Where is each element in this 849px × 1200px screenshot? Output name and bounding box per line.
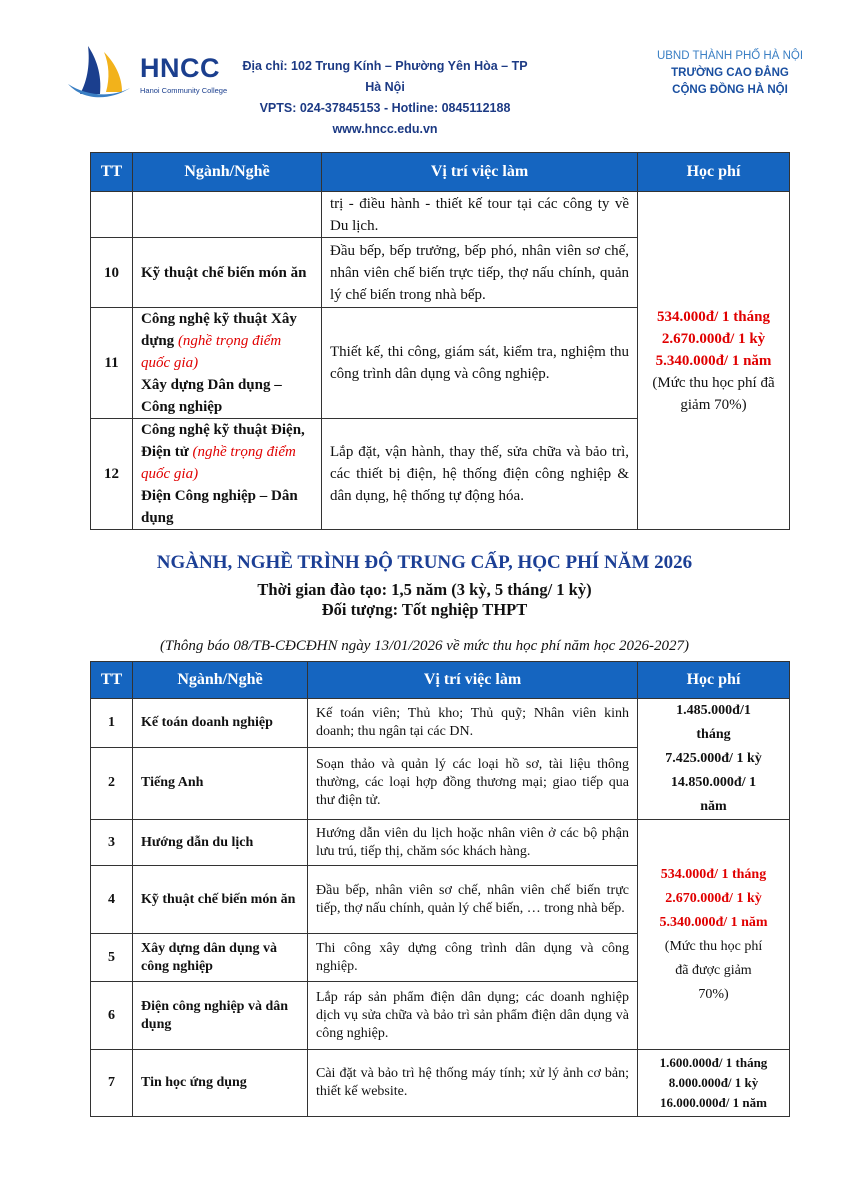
logo-wordmark: HNCC [140,53,220,83]
header-fee: Học phí [638,662,790,699]
row-job: Lắp đặt, vận hành, thay thế, sửa chữa và bảo trì, các thiết bị điện, hệ thống điện công nghiệp & dân dụng, hệ thống tự động hóa. [322,419,638,530]
fee-year-unit: năm [700,799,727,814]
row-major: Điện công nghiệp và dân dụng [133,982,308,1050]
fee-year: 14.850.000đ/ 1 [670,775,757,790]
row-major: Hướng dẫn du lịch [133,820,308,866]
header-major: Ngành/Nghề [133,662,308,699]
fee-monthly: 534.000đ/ 1 tháng [660,866,767,882]
fee-year: 5.340.000đ/ 1 năm [659,914,768,930]
phone-text: VPTS: 024-37845153 - Hotline: 0845112188 [259,101,511,115]
fee-monthly: 534.000đ/ 1 tháng [657,308,770,325]
row-tt: 1 [91,699,133,748]
fee-monthly-unit: tháng [696,727,731,742]
row-major: Kỹ thuật chế biến món ăn [133,866,308,934]
org-line-3: CỘNG ĐỒNG HÀ NỘI [672,84,788,96]
table-row [91,699,790,748]
section-title: NGÀNH, NGHỀ TRÌNH ĐỘ TRUNG CẤP, HỌC PHÍ NĂM 2026 [156,552,693,573]
major-name: Công nghệ kỹ thuật Điện, Điện tử [141,422,305,460]
training-duration: Thời gian đào tạo: 1,5 năm (3 kỳ, 5 tháng/ 1 kỳ) [257,580,592,599]
row-tt: 2 [91,747,133,819]
table-header-row [91,662,790,699]
row-tt: 12 [91,419,133,530]
org-line-2: TRƯỜNG CAO ĐẲNG [671,67,789,79]
major-alt-name: Xây dựng Dân dụng – Công nghiệp [141,377,282,415]
key-occupation-note: (nghề trọng điểm quốc gia) [141,333,282,371]
row-job: Lắp ráp sản phẩm điện dân dụng; các doanh nghiệp dịch vụ sửa chữa và bảo trì sản phẩm điện dân dụng và công nghiệp. [308,982,638,1050]
address-text: Địa chỉ: 102 Trung Kính – Phường Yên Hòa – TP Hà Nội [242,59,528,94]
row-major [133,308,322,419]
fee-cell [638,1050,790,1117]
fee-term: 8.000.000đ/ 1 kỳ [668,1075,759,1090]
row-tt [91,192,133,238]
college-logo [66,44,241,100]
row-major [133,419,322,530]
header-job: Vị trí việc làm [322,153,638,192]
row-job: Kế toán viên; Thủ kho; Thủ quỹ; Nhân viên kinh doanh; thu ngân tại các DN. [308,699,638,748]
row-tt: 11 [91,308,133,419]
row-job: Soạn thảo và quản lý các loại hồ sơ, tài liệu thông thường, các loại hợp đồng thương mại; giao tiếp qua thư điện tử. [308,747,638,819]
row-major: Tin học ứng dụng [133,1050,308,1117]
row-job: trị - điều hành - thiết kế tour tại các công ty về Du lịch. [322,192,638,238]
fee-monthly: 1.600.000đ/ 1 tháng [659,1055,768,1070]
org-line-1: UBND THÀNH PHỐ HÀ NỘI [656,50,804,62]
row-job: Đầu bếp, nhân viên sơ chế, nhân viên chế biến trực tiếp, thợ nấu chính, quản lý chế biến, … trong nhà bếp. [308,866,638,934]
row-major: Tiếng Anh [133,747,308,819]
intermediate-fee-table [90,661,790,1117]
row-tt: 5 [91,934,133,982]
header-fee: Học phí [638,153,790,192]
fee-year: 16.000.000đ/ 1 năm [660,1095,767,1110]
fee-term: 7.425.000đ/ 1 kỳ [665,751,762,766]
org-block [640,48,820,99]
fee-monthly: 1.485.000đ/1 [676,703,751,718]
fee-note: 70%) [698,986,729,1002]
row-job: Đầu bếp, bếp trưởng, bếp phó, nhân viên sơ chế, nhân viên chế biến trực tiếp, thợ nấu chính, quản lý chế biến trong nhà bếp. [322,238,638,308]
target-students: Đối tượng: Tốt nghiệp THPT [321,600,528,619]
header-tt: TT [91,153,133,192]
row-tt: 4 [91,866,133,934]
header-job: Vị trí việc làm [308,662,638,699]
row-major [133,192,322,238]
table-row [91,820,790,866]
notice-reference: (Thông báo 08/TB-CĐCĐHN ngày 13/01/2026 về mức thu học phí năm học 2026-2027) [160,638,689,654]
contact-block [240,56,530,140]
table-row [91,1050,790,1117]
row-tt: 6 [91,982,133,1050]
row-major: Kỹ thuật chế biến món ăn [133,238,322,308]
table-header-row [91,153,790,192]
row-job: Thi công xây dựng công trình dân dụng và công nghiệp. [308,934,638,982]
table-row [91,192,790,238]
row-major: Xây dựng dân dụng và công nghiệp [133,934,308,982]
row-tt: 7 [91,1050,133,1117]
row-job: Cài đặt và bảo trì hệ thống máy tính; xử lý ảnh cơ bản; thiết kế website. [308,1050,638,1117]
college-fee-table [90,152,790,530]
major-name: Công nghệ kỹ thuật Xây dựng [141,311,297,349]
fee-cell [638,699,790,820]
header-major: Ngành/Nghề [133,153,322,192]
row-job: Thiết kế, thi công, giám sát, kiểm tra, nghiệm thu công trình dân dụng và công nghiệp. [322,308,638,419]
row-tt: 10 [91,238,133,308]
major-alt-name: Điện Công nghiệp – Dân dụng [141,488,298,526]
key-occupation-note: (nghề trọng điểm quốc gia) [141,444,296,482]
row-major: Kế toán doanh nghiệp [133,699,308,748]
fee-cell [638,192,790,530]
logo-subtitle: Hanoi Community College [140,86,228,95]
fee-note: đã được giảm [675,962,752,978]
fee-year: 5.340.000đ/ 1 năm [655,352,772,369]
row-tt: 3 [91,820,133,866]
sailboat-logo-icon [66,44,132,100]
header-tt: TT [91,662,133,699]
fee-note: (Mức thu học phí [664,938,763,954]
fee-term: 2.670.000đ/ 1 kỳ [661,330,766,347]
fee-term: 2.670.000đ/ 1 kỳ [665,890,762,906]
row-job: Hướng dẫn viên du lịch hoặc nhân viên ở các bộ phận lưu trú, tiếp thị, chăm sóc khách hàng. [308,820,638,866]
fee-cell [638,820,790,1050]
fee-note: (Mức thu học phí đã giảm 70%) [652,374,775,413]
website-link[interactable]: www.hncc.edu.vn [332,122,438,136]
